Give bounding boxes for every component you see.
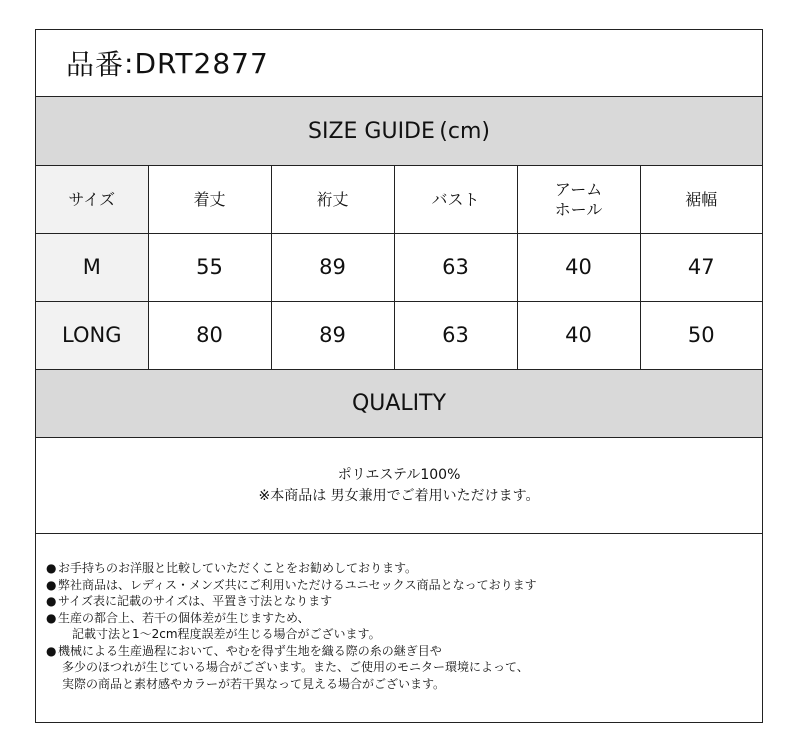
cell-hem-width: 50 [640,302,762,370]
note-text: 機械による生産過程において、やむを得ず生地を織る際の糸の継ぎ目や [58,643,442,658]
note-text: サイズ表に記載のサイズは、平置き寸法となります [58,594,333,608]
note-text: 弊社商品は、レディス・メンズ共にご利用いただけるユニセックス商品となっております [58,577,537,592]
header-size: サイズ [36,166,148,234]
cell-length: 55 [148,234,271,302]
list-item [46,577,746,594]
quality-title: QUALITY [351,391,447,416]
note-text: 記載寸法と1～2cm程度誤差が生じる場合がございます。 [72,627,381,641]
product-number-separator: : [124,46,135,80]
bullet: ● [46,561,57,575]
cell-sleeve-length: 89 [271,234,394,302]
cell-bust: 63 [394,302,517,370]
quality-header [36,369,762,438]
cell-armhole: 40 [517,234,640,302]
list-item [46,593,746,610]
cell-armhole: 40 [517,302,640,370]
cell-sleeve-length: 89 [271,302,394,370]
product-number [36,30,762,97]
cell-bust: 63 [394,234,517,302]
note-text: 実際の商品と素材感やカラーが若干異なって見える場合がございます。 [62,676,446,691]
list-item-continuation [46,676,746,693]
bullet: ● [46,577,57,592]
quality-content [36,438,762,534]
header-sleeve-length: 裄丈 [271,166,394,234]
bullet: ● [46,594,57,608]
note-text: お手持ちのお洋服と比較していただくことをお勧めしております。 [58,561,418,575]
material-text: ポリエステル100% [337,466,461,483]
list-item [46,643,746,660]
size-label: LONG [36,302,148,370]
cell-hem-width: 47 [640,234,762,302]
size-label: M [36,234,148,302]
size-guide-title: SIZE GUIDE (cm) [308,118,490,144]
product-number-label: 品番 [66,48,125,81]
list-item [46,610,746,627]
list-item-continuation [46,626,746,643]
header-bust: バスト [394,166,517,234]
bullet: ● [46,610,57,625]
header-hem-width: 裾幅 [640,166,762,234]
note-text: 多少のほつれが生じている場合がございます。また、ご使用のモニター環境によって、 [62,660,529,674]
header-length: 着丈 [148,166,271,234]
note-text: 生産の都合上、若干の個体差が生じますため、 [58,610,310,625]
size-chart-frame [35,29,763,723]
list-item-continuation [46,659,746,676]
notes-list [46,560,746,692]
table-row [36,302,762,370]
list-item [46,560,746,577]
bullet: ● [46,643,57,658]
header-armhole: アーム ホール [517,166,640,234]
cell-length: 80 [148,302,271,370]
size-guide-header [36,97,762,166]
size-table-header-row [36,166,762,234]
product-code: DRT2877 [134,46,269,80]
table-row [36,234,762,302]
unisex-note: ※本商品は 男女兼用でご着用いただけます。 [258,487,540,504]
size-table [36,166,762,369]
